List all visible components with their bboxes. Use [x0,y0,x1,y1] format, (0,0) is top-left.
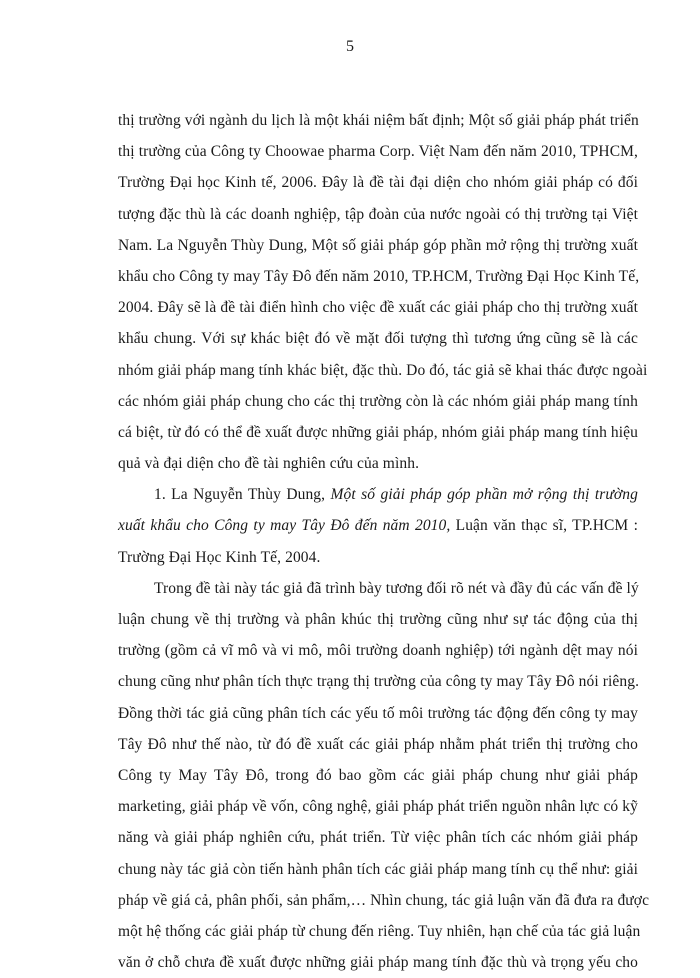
reference-line-3: Trường Đại Học Kinh Tế, 2004. [118,548,321,566]
text-line: văn ở chỗ chưa đề xuất được những giải pháp mang tính đặc thù và trọng yếu cho [118,954,638,972]
text-line: các nhóm giải pháp chung cho các thị trường còn là các nhóm giải pháp mang tính [118,392,638,410]
text-line: luận chung về thị trường và phân khúc thị trường cũng như sự tác động của thị [118,611,638,628]
text-line: thị trường với ngành du lịch là một khái niệm bất định; Một số giải pháp phát triển [118,112,639,129]
text-line: Tây Đô như thế nào, từ đó đề xuất các giải pháp nhằm phát triển thị trường cho [118,735,638,753]
reference-title: Một số giải pháp góp phần mở rộng thị trường [330,486,639,504]
text-line: pháp về giá cả, phân phối, sản phẩm,… Nhìn chung, tác giả luận văn đã đưa ra được [118,891,650,909]
reference-line-2 [118,510,638,541]
text-line: tượng đặc thù là các doanh nghiệp, tập đoàn của nước ngoài có thị trường tại Việt [118,205,638,223]
text-line: Đồng thời tác giả cũng phân tích các yếu tố môi trường tác động đến công ty may [118,704,638,722]
text-line: một hệ thống các giải pháp từ chung đến riêng. Tuy nhiên, hạn chế của tác giả luận [118,922,641,940]
text-line: cá biệt, từ đó có thể đề xuất được những giải pháp, nhóm giải pháp mang tính hiệu [118,423,638,441]
reference-publication: Luận văn thạc sĩ, TP.HCM : [450,517,638,535]
text-line: khẩu chung. Với sự khác biệt đó về mặt đối tượng thì tương ứng cũng sẽ là các [118,330,638,348]
text-line: Trong đề tài này tác giả đã trình bày tương đối rõ nét và đầy đủ các vấn đề lý [154,579,639,597]
text-line: khẩu cho Công ty may Tây Đô đến năm 2010, TP.HCM, Trường Đại Học Kinh Tế, [118,267,640,285]
text-line: Trường Đại học Kinh tế, 2006. Đây là đề tài đại diện cho nhóm giải pháp có đối [118,174,638,192]
reference-author: 1. La Nguyễn Thùy Dung, [154,486,331,504]
text-line: Nam. La Nguyễn Thùy Dung, Một số giải pháp góp phần mở rộng thị trường xuất [118,236,638,254]
page-number: 5 [346,38,354,55]
text-line: chung này tác giả còn tiến hành phân tích các giải pháp mang tính cụ thể như: giải [118,860,638,878]
text-line: marketing, giải pháp về vốn, công nghệ, giải pháp phát triển nguồn nhân lực có kỹ [118,798,638,816]
text-line: năng và giải pháp nghiên cứu, phát triển. Từ việc phân tích các nhóm giải pháp [118,829,638,847]
paragraph-1 [118,105,650,978]
reference-title-cont: xuất khẩu cho Công ty may Tây Đô đến năm 2010, [118,517,451,535]
text-line: thị trường của Công ty Choowae pharma Corp. Việt Nam đến năm 2010, TPHCM, [118,143,638,161]
reference-line-1 [118,479,638,510]
text-line: nhóm giải pháp mang tính khác biệt, đặc thù. Do đó, tác giả sẽ khai thác được ngoài [118,361,648,379]
text-line: 2004. Đây sẽ là đề tài điển hình cho việc đề xuất các giải pháp cho thị trường xuất [118,299,638,317]
text-line: Công ty May Tây Đô, trong đó bao gồm các giải pháp chung như giải pháp [118,766,638,784]
text-line: trường (gồm cả vĩ mô và vi mô, môi trường doanh nghiệp) tới ngành dệt may nói [118,642,638,660]
text-line: chung cũng như phân tích thực trạng thị trường của công ty may Tây Đô nói riêng. [118,673,640,691]
text-line: quả và đại diện cho đề tài nghiên cứu của mình. [118,455,420,473]
